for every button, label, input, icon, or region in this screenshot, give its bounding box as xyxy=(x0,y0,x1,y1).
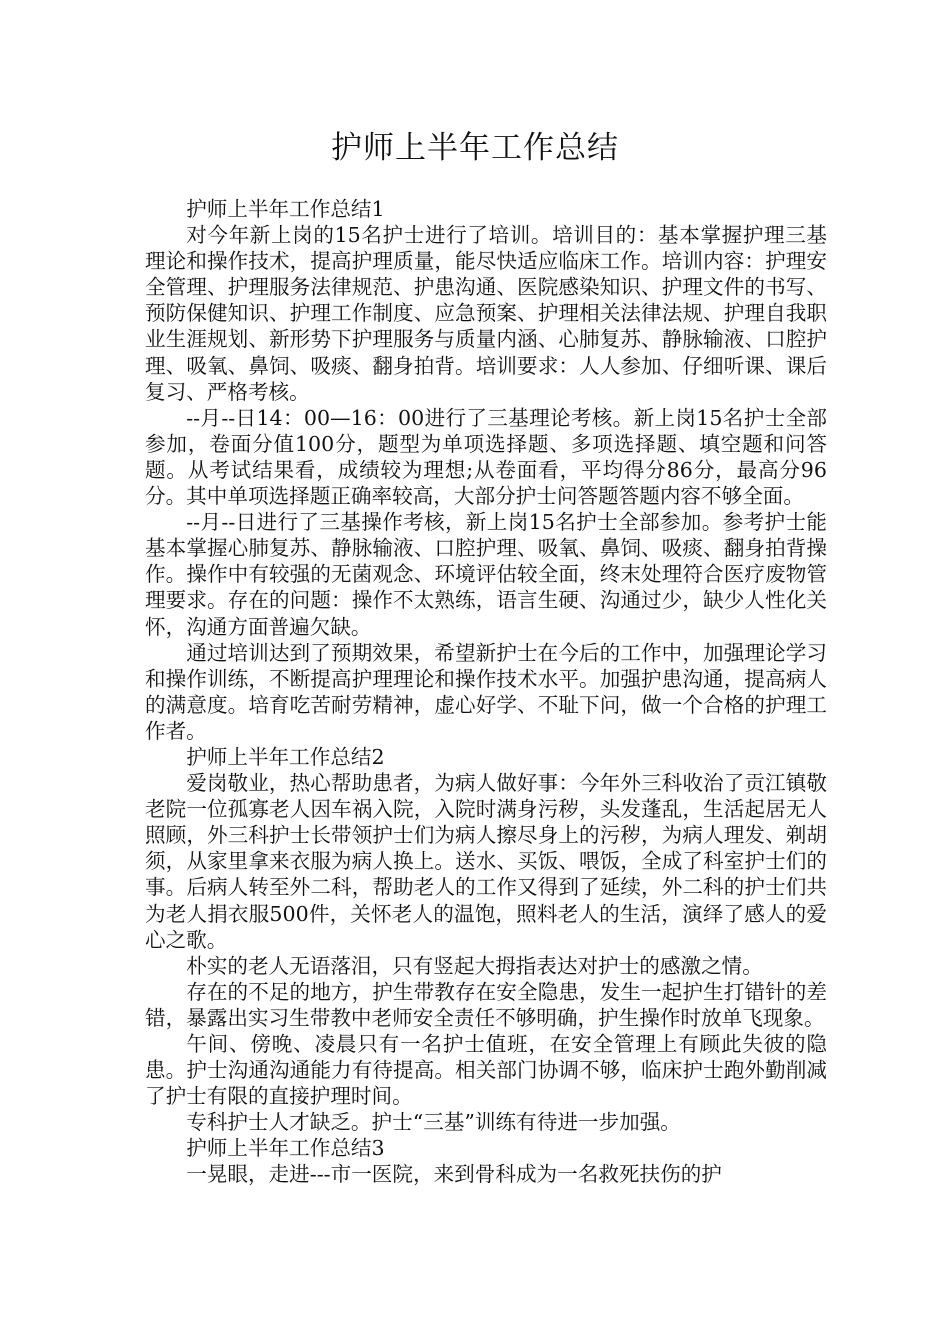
paragraph-training-result: 通过培训达到了预期效果，希望新护士在今后的工作中，加强理论学习和操作训练，不断提高护理理论和操作技术水平。加强护患沟通，提高病人的满意度。培育吃苦耐劳精神，虚心好学、不耻下问，做一个合格的护理工作者。 xyxy=(145,640,827,743)
section-heading-2: 护师上半年工作总结2 xyxy=(186,744,385,769)
paragraph-specialist-shortage: 专科护士人才缺乏。护士“三基”训练有待进一步加强。 xyxy=(186,1110,681,1135)
section-heading-1: 护师上半年工作总结1 xyxy=(186,197,385,221)
paragraph-training-overview: 对今年新上岗的15名护士进行了培训。培训目的：基本掌握护理三基理论和操作技术，提高护理质量，能尽快适应临床工作。培训内容：护理安全管理、护理服务法律规范、护患沟通、医院感染知识、护理文件的书写、预防保健知识、护理工作制度、应急预案、护理相关法律法规、护理自我职业生涯规划、新形势下护理服务与质量内涵、心肺复苏、静脉输液、口腔护理、吸氧、鼻饲、吸痰、翻身拍背。培训要求：人人参加、仔细听课、课后复习、严格考核。 xyxy=(145,223,827,404)
paragraph-practical-exam: --月--日进行了三基操作考核，新上岗15名护士全部参加。参考护士能基本掌握心肺复苏、静脉输液、口腔护理、吸氧、鼻饲、吸痰、翻身拍背操作。操作中有较强的无菌观念、环境评估较全面，终末处理符合医疗废物管理要求。存在的问题：操作不太熟练，语言生硬、沟通过少，缺少人性化关怀，沟通方面普遍欠缺。 xyxy=(145,510,827,639)
paragraph-shortcomings: 存在的不足的地方，护生带教存在安全隐患，发生一起护生打错针的差错，暴露出实习生带教中老师安全责任不够明确，护生操作时放单飞现象。 xyxy=(145,979,827,1030)
document-body xyxy=(145,196,827,1188)
paragraph-caring-patients: 爱岗敬业，热心帮助患者，为病人做好事：今年外三科收治了贡江镇敬老院一位孤寡老人因车祸入院，入院时满身污秽，头发蓬乱，生活起居无人照顾，外三科护士长带领护士们为病人擦尽身上的污秽，为病人理发、剃胡须，从家里拿来衣服为病人换上。送水、买饭、喂饭，全成了科室护士们的事。后病人转至外二科，帮助老人的工作又得到了延续，外二科的护士们共为老人捐衣服500件，关怀老人的温饱，照料老人的生活，演绎了感人的爱心之歌。 xyxy=(145,771,827,952)
paragraph-section-3-intro: 一晃眼，走进---市一医院，来到骨科成为一名救死扶伤的护 xyxy=(186,1162,722,1187)
section-heading-3: 护师上半年工作总结3 xyxy=(186,1136,385,1161)
document-title: 护师上半年工作总结 xyxy=(331,130,619,166)
paragraph-staffing-risk: 午间、傍晚、凌晨只有一名护士值班，在安全管理上有顾此失彼的隐患。护士沟通沟通能力有待提高。相关部门协调不够，临床护士跑外勤削减了护士有限的直接护理时间。 xyxy=(145,1032,827,1109)
paragraph-elder-gratitude: 朴实的老人无语落泪，只有竖起大拇指表达对护士的感激之情。 xyxy=(186,953,763,978)
paragraph-theory-exam: --月--日14：00—16：00进行了三基理论考核。新上岗15名护士全部参加，卷面分值100分，题型为单项选择题、多项选择题、填空题和问答题。从考试结果看，成绩较为理想;从卷面看，平均得分86分，最高分96分。其中单项选择题正确率较高，大部分护士问答题答题内容不够全面。 xyxy=(145,405,827,509)
